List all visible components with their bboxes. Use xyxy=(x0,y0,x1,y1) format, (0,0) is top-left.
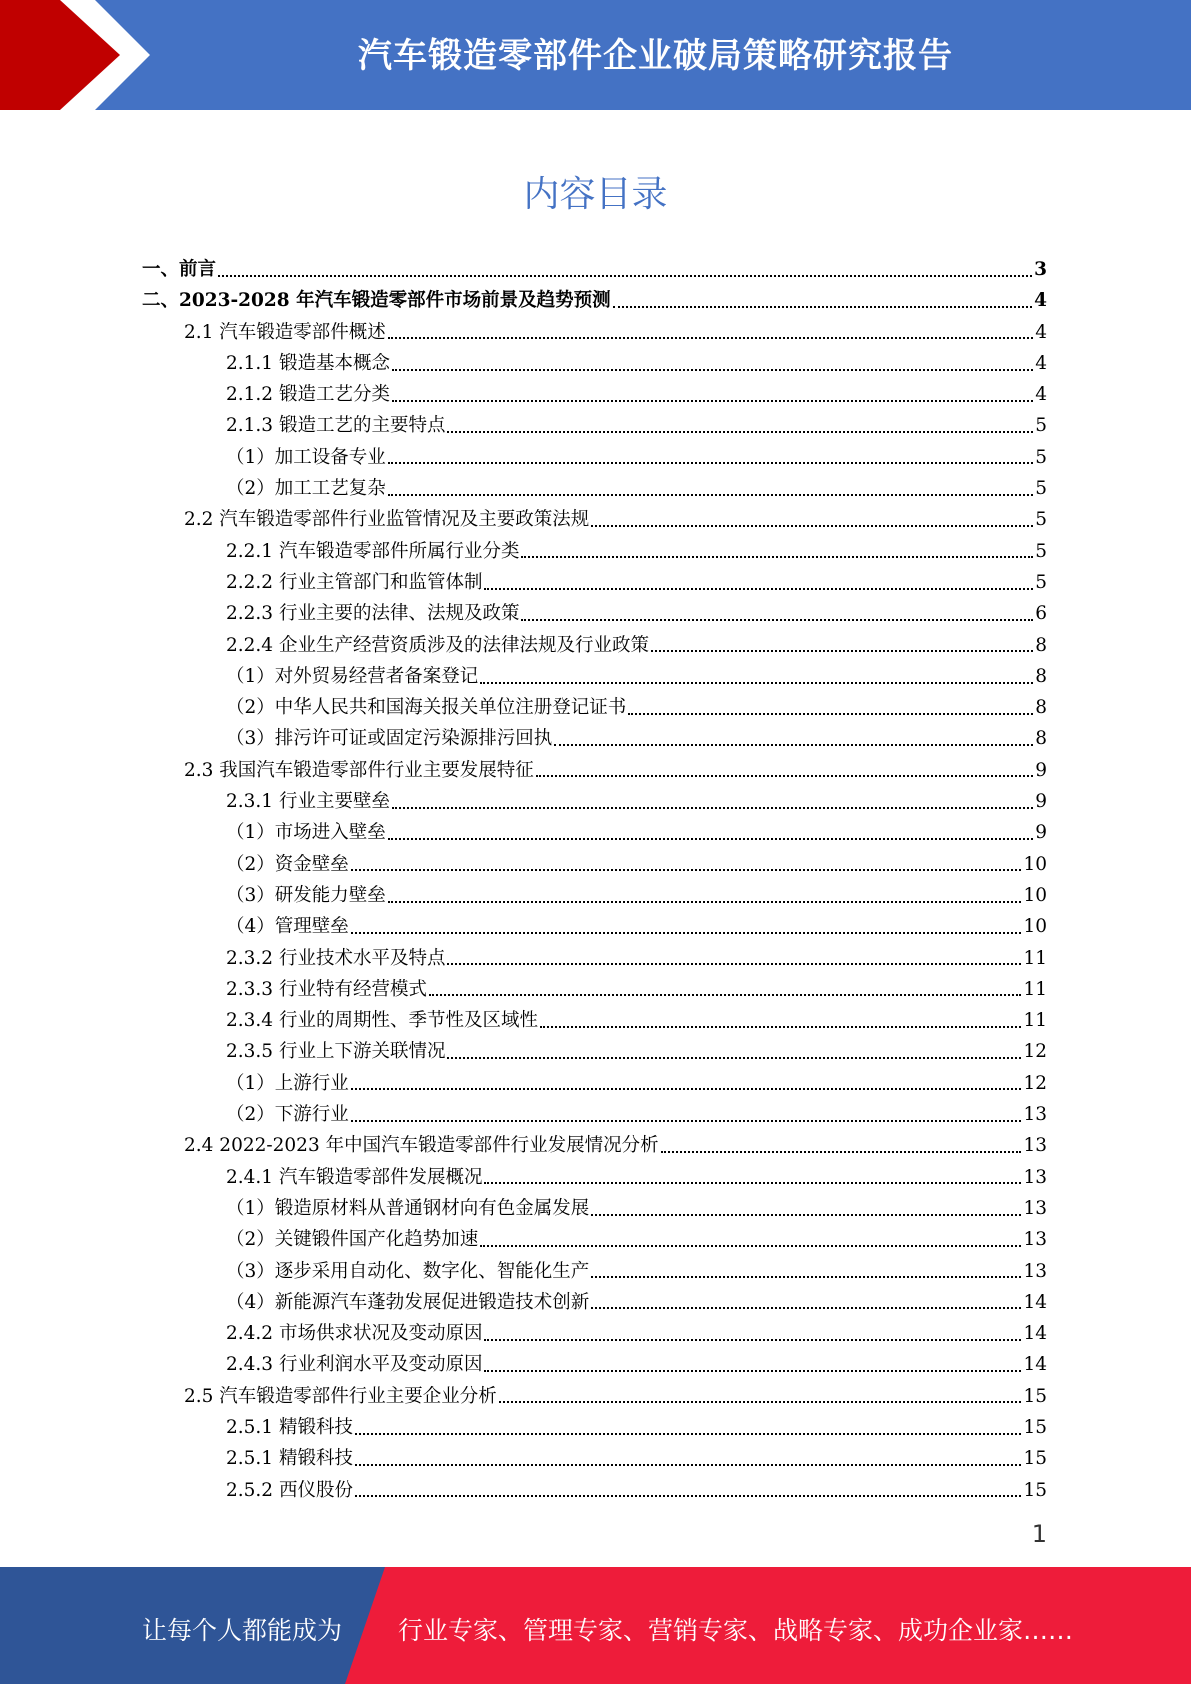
toc-entry[interactable] xyxy=(142,567,1047,598)
toc-entry-label: 2.5.1 精锻科技 xyxy=(226,1448,353,1470)
toc-dot-leader xyxy=(540,1026,1021,1028)
toc-dot-leader xyxy=(484,1339,1021,1341)
toc-dot-leader xyxy=(351,932,1022,934)
toc-entry[interactable] xyxy=(142,442,1047,473)
toc-entry[interactable] xyxy=(142,1193,1047,1224)
toc-entry-label: 2.2 汽车锻造零部件行业监管情况及主要政策法规 xyxy=(184,509,590,531)
toc-entry-page: 5 xyxy=(1035,509,1047,531)
toc-entry-page: 9 xyxy=(1035,759,1047,781)
toc-dot-leader xyxy=(388,462,1033,464)
toc-entry-label: 2.3.5 行业上下游关联情况 xyxy=(226,1041,446,1063)
toc-entry[interactable] xyxy=(142,1349,1047,1380)
toc-dot-leader xyxy=(613,306,1033,308)
toc-entry[interactable] xyxy=(142,1224,1047,1255)
page-number: 1 xyxy=(1031,1520,1047,1548)
toc-entry-label: （2）资金壁垒 xyxy=(226,853,349,875)
toc-entry-label: 2.1 汽车锻造零部件概述 xyxy=(184,321,386,343)
toc-dot-leader xyxy=(355,1495,1022,1497)
toc-entry-page: 15 xyxy=(1023,1448,1047,1470)
toc-entry-page: 8 xyxy=(1035,634,1047,656)
toc-entry-page: 9 xyxy=(1035,822,1047,844)
toc-entry-page: 13 xyxy=(1023,1197,1047,1219)
toc-dot-leader xyxy=(628,713,1033,715)
toc-dot-leader xyxy=(218,275,1032,277)
toc-heading: 内容目录 xyxy=(523,174,668,215)
toc-entry[interactable] xyxy=(142,1443,1047,1474)
toc-entry[interactable] xyxy=(142,911,1047,942)
toc-entry[interactable] xyxy=(142,1130,1047,1161)
toc-entry-page: 11 xyxy=(1023,978,1047,1000)
toc-entry-page: 4 xyxy=(1035,321,1047,343)
toc-entry[interactable] xyxy=(142,661,1047,692)
toc-entry[interactable] xyxy=(142,1036,1047,1067)
toc-entry[interactable] xyxy=(142,348,1047,379)
toc-dot-leader xyxy=(447,963,1021,965)
toc-entry-page: 5 xyxy=(1035,415,1047,437)
toc-entry-page: 8 xyxy=(1035,697,1047,719)
toc-entry-page: 10 xyxy=(1023,916,1047,938)
toc-dot-leader xyxy=(591,525,1033,527)
toc-entry-page: 12 xyxy=(1023,1072,1047,1094)
toc-entry[interactable] xyxy=(142,974,1047,1005)
toc-entry-page: 8 xyxy=(1035,665,1047,687)
toc-entry-label: 2.3.3 行业特有经营模式 xyxy=(226,978,427,1000)
toc-entry[interactable] xyxy=(142,536,1047,567)
toc-entry-page: 10 xyxy=(1023,884,1047,906)
toc-entry-label: （3）研发能力壁垒 xyxy=(226,884,386,906)
footer-slogan-right: 行业专家、管理专家、营销专家、战略专家、成功企业家…… xyxy=(398,1616,1074,1645)
toc-entry-label: 2.1.1 锻造基本概念 xyxy=(226,352,390,374)
toc-dot-leader xyxy=(536,775,1033,777)
toc-entry-label: 2.5.1 精锻科技 xyxy=(226,1416,353,1438)
toc-dot-leader xyxy=(480,1245,1021,1247)
toc-entry[interactable] xyxy=(142,786,1047,817)
toc-dot-leader xyxy=(447,431,1033,433)
toc-entry-page: 13 xyxy=(1023,1135,1047,1157)
toc-entry-label: 二、2023-2028 年汽车锻造零部件市场前景及趋势预测 xyxy=(142,290,611,312)
toc-dot-leader xyxy=(392,807,1033,809)
toc-entry-page: 12 xyxy=(1023,1041,1047,1063)
toc-entry-page: 14 xyxy=(1023,1354,1047,1376)
toc-entry-label: 2.3 我国汽车锻造零部件行业主要发展特征 xyxy=(184,759,534,781)
toc-entry-page: 14 xyxy=(1023,1323,1047,1345)
toc-entry-label: （4）管理壁垒 xyxy=(226,916,349,938)
toc-dot-leader xyxy=(355,1464,1022,1466)
toc-entry-label: 2.4.3 行业利润水平及变动原因 xyxy=(226,1354,483,1376)
toc-entry[interactable] xyxy=(142,598,1047,629)
footer-band xyxy=(0,1567,1191,1684)
toc-entry[interactable] xyxy=(142,1412,1047,1443)
toc-entry-page: 13 xyxy=(1023,1104,1047,1126)
toc-entry-label: 2.5 汽车锻造零部件行业主要企业分析 xyxy=(184,1385,497,1407)
toc-entry-label: 2.4 2022-2023 年中国汽车锻造零部件行业发展情况分析 xyxy=(184,1135,659,1157)
toc-entry[interactable] xyxy=(142,1475,1047,1506)
toc-entry-label: （1）对外贸易经营者备案登记 xyxy=(226,665,479,687)
toc-entry-label: 2.4.2 市场供求状况及变动原因 xyxy=(226,1323,483,1345)
toc-dot-leader xyxy=(521,556,1033,558)
toc-entry-page: 15 xyxy=(1023,1385,1047,1407)
toc-entry-label: （2）中华人民共和国海关报关单位注册登记证书 xyxy=(226,697,627,719)
toc-entry[interactable] xyxy=(142,880,1047,911)
toc-entry-label: 2.3.2 行业技术水平及特点 xyxy=(226,947,446,969)
toc-dot-leader xyxy=(661,1151,1022,1153)
toc-dot-leader xyxy=(591,1214,1021,1216)
toc-entry-label: （2）加工工艺复杂 xyxy=(226,478,386,500)
toc-entry-label: 2.5.2 西仪股份 xyxy=(226,1479,353,1501)
toc-entry-label: （2）关键锻件国产化趋势加速 xyxy=(226,1229,479,1251)
toc-dot-leader xyxy=(351,1120,1022,1122)
toc-dot-leader xyxy=(591,1276,1021,1278)
toc-entry-page: 4 xyxy=(1035,352,1047,374)
toc-entry-label: （4）新能源汽车蓬勃发展促进锻造技术创新 xyxy=(226,1291,590,1313)
toc-dot-leader xyxy=(351,869,1022,871)
toc-entry-page: 14 xyxy=(1023,1291,1047,1313)
toc-dot-leader xyxy=(388,901,1022,903)
toc-entry[interactable] xyxy=(142,1005,1047,1036)
toc-entry-label: （1）加工设备专业 xyxy=(226,446,386,468)
toc-entry-label: （3）排污许可证或固定污染源排污回执 xyxy=(226,728,553,750)
toc-dot-leader xyxy=(499,1401,1022,1403)
toc-entry-label: （1）上游行业 xyxy=(226,1072,349,1094)
toc-entry-page: 9 xyxy=(1035,791,1047,813)
toc-entry[interactable] xyxy=(142,755,1047,786)
toc-entry[interactable] xyxy=(142,1318,1047,1349)
toc-dot-leader xyxy=(447,1057,1021,1059)
toc-entry[interactable] xyxy=(142,504,1047,535)
toc-entry[interactable] xyxy=(142,630,1047,661)
toc-dot-leader xyxy=(392,400,1033,402)
toc-entry[interactable] xyxy=(142,692,1047,723)
footer-slogan-left: 让每个人都能成为 xyxy=(142,1616,343,1645)
toc-entry-label: （1）锻造原材料从普通钢材向有色金属发展 xyxy=(226,1197,590,1219)
toc-entry[interactable] xyxy=(142,1099,1047,1130)
toc-entry[interactable] xyxy=(142,1068,1047,1099)
toc-entry-page: 3 xyxy=(1034,259,1047,280)
toc-entry-page: 15 xyxy=(1023,1479,1047,1501)
toc-entry[interactable] xyxy=(142,410,1047,441)
toc-entry[interactable] xyxy=(142,1381,1047,1412)
toc-entry[interactable] xyxy=(142,817,1047,848)
toc-entry-label: 一、前言 xyxy=(142,259,217,280)
toc-dot-leader xyxy=(484,1182,1021,1184)
toc-dot-leader xyxy=(392,369,1033,371)
toc-dot-leader xyxy=(429,994,1021,996)
report-title: 汽车锻造零部件企业破局策略研究报告 xyxy=(358,36,953,76)
toc-entry-page: 11 xyxy=(1023,947,1047,969)
toc-entry[interactable] xyxy=(142,317,1047,348)
toc-entry-label: （3）逐步采用自动化、数字化、智能化生产 xyxy=(226,1260,590,1282)
toc-entry[interactable] xyxy=(142,1162,1047,1193)
toc-entry-page: 13 xyxy=(1023,1260,1047,1282)
toc-entry-page: 5 xyxy=(1035,571,1047,593)
table-of-contents xyxy=(142,254,1047,1506)
toc-entry-page: 8 xyxy=(1035,728,1047,750)
toc-entry-label: 2.3.4 行业的周期性、季节性及区域性 xyxy=(226,1010,538,1032)
toc-entry-page: 6 xyxy=(1035,603,1047,625)
toc-entry-label: 2.1.3 锻造工艺的主要特点 xyxy=(226,415,446,437)
toc-entry[interactable] xyxy=(142,285,1047,316)
toc-entry-label: （1）市场进入壁垒 xyxy=(226,822,386,844)
toc-entry-label: 2.2.3 行业主要的法律、法规及政策 xyxy=(226,603,520,625)
toc-entry[interactable] xyxy=(142,849,1047,880)
toc-entry-page: 10 xyxy=(1023,853,1047,875)
toc-entry[interactable] xyxy=(142,943,1047,974)
toc-dot-leader xyxy=(388,337,1033,339)
toc-dot-leader xyxy=(388,838,1033,840)
toc-entry-page: 11 xyxy=(1023,1010,1047,1032)
toc-dot-leader xyxy=(484,588,1033,590)
header-band xyxy=(0,0,1191,110)
toc-dot-leader xyxy=(351,1088,1022,1090)
toc-dot-leader xyxy=(591,1307,1021,1309)
toc-entry-page: 4 xyxy=(1034,290,1047,312)
toc-entry[interactable] xyxy=(142,379,1047,410)
toc-dot-leader xyxy=(355,1433,1022,1435)
toc-entry-label: 2.4.1 汽车锻造零部件发展概况 xyxy=(226,1166,483,1188)
toc-dot-leader xyxy=(388,494,1033,496)
toc-entry-page: 13 xyxy=(1023,1166,1047,1188)
header-arrow-icon xyxy=(0,0,140,110)
toc-entry-label: 2.2.4 企业生产经营资质涉及的法律法规及行业政策 xyxy=(226,634,649,656)
toc-entry-label: 2.1.2 锻造工艺分类 xyxy=(226,384,390,406)
toc-entry[interactable] xyxy=(142,1287,1047,1318)
toc-entry-label: 2.2.2 行业主管部门和监管体制 xyxy=(226,571,483,593)
toc-dot-leader xyxy=(554,744,1033,746)
toc-entry-page: 5 xyxy=(1035,478,1047,500)
toc-entry-page: 13 xyxy=(1023,1229,1047,1251)
toc-entry-page: 5 xyxy=(1035,446,1047,468)
toc-entry-page: 4 xyxy=(1035,384,1047,406)
toc-dot-leader xyxy=(480,682,1033,684)
toc-dot-leader xyxy=(484,1370,1021,1372)
toc-entry[interactable] xyxy=(142,473,1047,504)
toc-entry-label: 2.2.1 汽车锻造零部件所属行业分类 xyxy=(226,540,520,562)
toc-entry[interactable] xyxy=(142,723,1047,754)
toc-entry[interactable] xyxy=(142,254,1047,285)
toc-entry-label: （2）下游行业 xyxy=(226,1104,349,1126)
toc-dot-leader xyxy=(521,619,1033,621)
toc-entry[interactable] xyxy=(142,1256,1047,1287)
toc-dot-leader xyxy=(651,650,1033,652)
toc-entry-label: 2.3.1 行业主要壁垒 xyxy=(226,791,390,813)
toc-entry-page: 5 xyxy=(1035,540,1047,562)
toc-entry-page: 15 xyxy=(1023,1416,1047,1438)
